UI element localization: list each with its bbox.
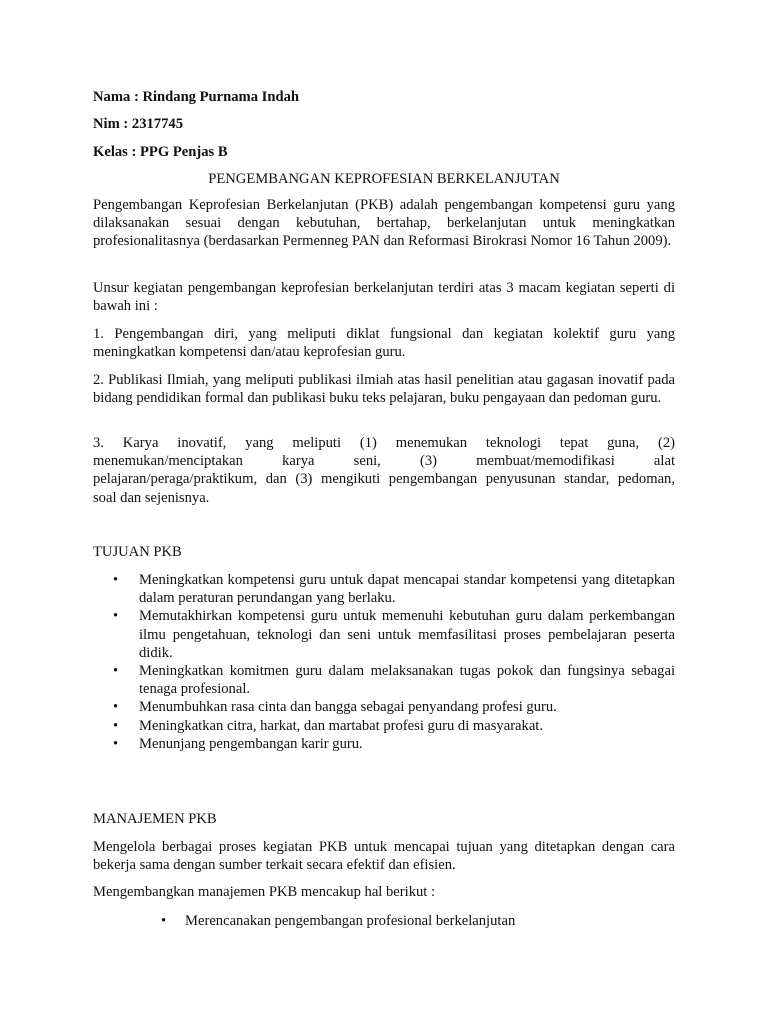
point-3-line: soal dan sejenisnya.	[93, 489, 210, 506]
bullet-icon: •	[113, 717, 119, 734]
bullet-icon: •	[113, 663, 119, 680]
point-3-paragraph	[93, 434, 675, 507]
bullet-icon: •	[113, 572, 119, 588]
list-item-text: Meningkatkan citra, harkat, dan martabat profesi guru di masyarakat.	[139, 717, 544, 734]
list-item	[93, 912, 675, 930]
list-item	[93, 662, 675, 698]
list-item	[93, 571, 675, 607]
intro-paragraph: Pengembangan Keprofesian Berkelanjutan (PKB) adalah pengembangan kompetensi guru yang dilaksanakan sesuai dengan kebutuhan, bertahap, berkelanjutan untuk meningkatkan profesionalitasnya (berdasarkan Permenneg PAN dan Reformasi Birokrasi Nomor 16 Tahun 2009).	[93, 197, 675, 250]
list-item-text: Meningkatkan komitmen guru dalam melaksanakan tugas pokok dan fungsinya sebagai tenaga profesional.	[139, 663, 675, 698]
unsur-paragraph: Unsur kegiatan pengembangan keprofesian berkelanjutan terdiri atas 3 macam kegiatan seperti di bawah ini :	[93, 280, 675, 315]
document-title: PENGEMBANGAN KEPROFESIAN BERKELANJUTAN	[208, 171, 560, 187]
bullet-icon: •	[113, 608, 119, 625]
point-3-line: menemukan/menciptakan karya seni, (3) membuat/memodifikasi alat	[93, 453, 675, 470]
point-3-line: pelajaran/peraga/praktikum, dan (3) mengikuti pengembangan penyusunan standar, pedoman,	[93, 471, 675, 488]
student-nim: Nim : 2317745	[93, 116, 183, 132]
manajemen-intro: Mengembangkan manajemen PKB mencakup hal berikut :	[93, 884, 436, 900]
list-item-text: Memutakhirkan kompetensi guru untuk memenuhi kebutuhan guru dalam perkembangan ilmu pengetahuan, teknologi dan seni untuk memfasilitasi proses pembelajaran peserta didik.	[139, 608, 675, 661]
manajemen-list	[93, 912, 675, 930]
list-item-text: Meningkatkan kompetensi guru untuk dapat mencapai standar kompetensi yang ditetapkan dalam peraturan perundangan yang berlaku.	[139, 572, 675, 607]
bullet-icon: •	[113, 699, 119, 716]
point-1-paragraph: 1. Pengembangan diri, yang meliputi diklat fungsional dan kegiatan kolektif guru yang meningkatkan kompetensi dan/atau keprofesian guru.	[93, 326, 675, 361]
list-item	[93, 607, 675, 662]
tujuan-list	[93, 571, 675, 753]
bullet-icon: •	[113, 735, 119, 752]
list-item-text: Menumbuhkan rasa cinta dan bangga sebagai penyandang profesi guru.	[139, 699, 557, 716]
list-item	[93, 698, 675, 716]
tujuan-heading: TUJUAN PKB	[93, 544, 182, 560]
student-class: Kelas : PPG Penjas B	[93, 144, 228, 160]
point-3-line: 3. Karya inovatif, yang meliputi (1) menemukan teknologi tepat guna, (2)	[93, 435, 675, 451]
student-name: Nama : Rindang Purnama Indah	[93, 89, 299, 105]
list-item	[93, 735, 675, 753]
manajemen-heading: MANAJEMEN PKB	[93, 811, 217, 827]
list-item-text: Menunjang pengembangan karir guru.	[139, 735, 363, 752]
point-2-paragraph: 2. Publikasi Ilmiah, yang meliputi publikasi ilmiah atas hasil penelitian atau gagasan inovatif pada bidang pendidikan formal dan publikasi buku teks pelajaran, buku pengayaan dan pedoman guru.	[93, 372, 675, 407]
manajemen-paragraph: Mengelola berbagai proses kegiatan PKB untuk mencapai tujuan yang ditetapkan dengan cara bekerja sama dengan sumber terkait secara efektif dan efisien.	[93, 839, 675, 874]
list-item	[93, 717, 675, 735]
bullet-icon: •	[161, 913, 167, 929]
list-item-text: Merencanakan pengembangan profesional berkelanjutan	[185, 913, 516, 929]
